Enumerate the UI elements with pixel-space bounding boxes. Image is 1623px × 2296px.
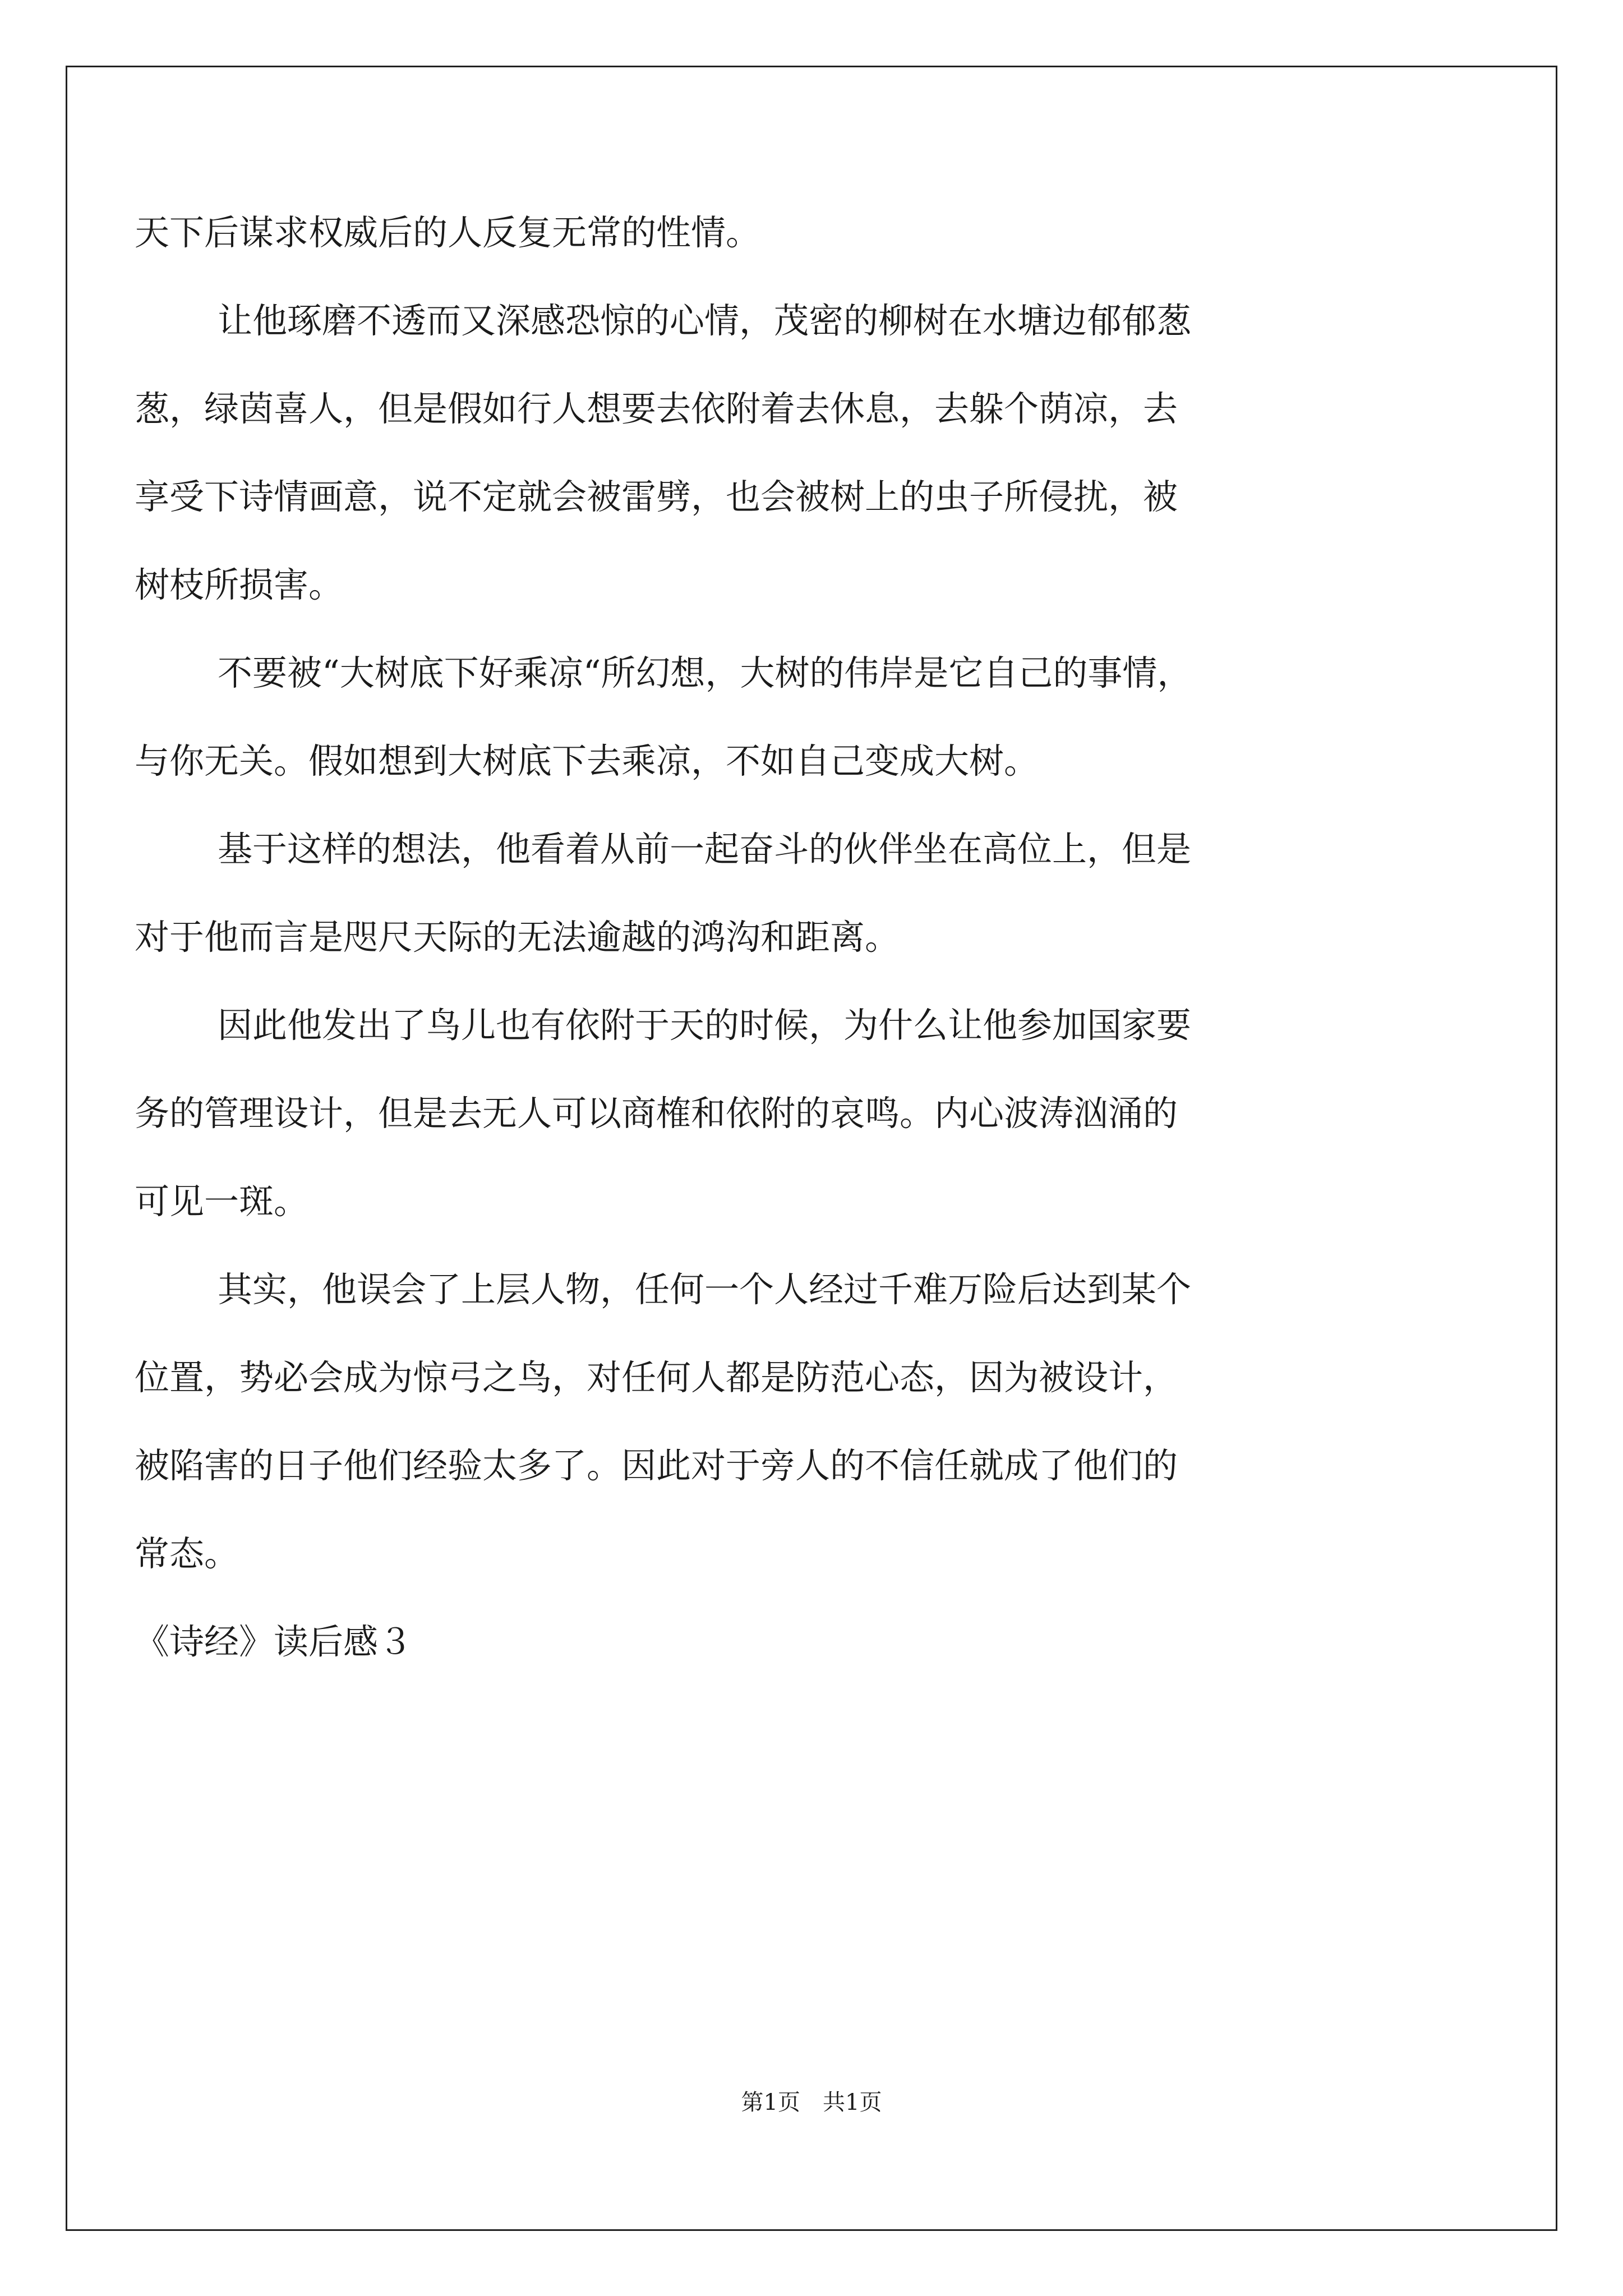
page-footer: 第1页 共1页	[741, 2090, 882, 2115]
text-line-10: 因此他发出了鸟儿也有依附于天的时候，为什么让他参加国家要	[218, 1005, 1192, 1046]
text-line-4: 享受下诗情画意，说不定就会被雷劈，也会被树上的虫子所侵扰，被	[135, 476, 1178, 517]
text-line-8: 基于这样的想法，他看着从前一起奋斗的伙伴坐在高位上，但是	[218, 829, 1192, 869]
text-line-9: 对于他而言是咫尺天际的无法逾越的鸿沟和距离。	[135, 917, 900, 958]
text-line-13: 其实，他误会了上层人物，任何一个人经过千难万险后达到某个	[218, 1269, 1192, 1310]
text-line-14: 位置，势必会成为惊弓之鸟，对任何人都是防范心态，因为被设计，	[135, 1357, 1178, 1398]
text-line-3: 葱，绿茵喜人，但是假如行人想要去依附着去休息，去躲个荫凉，去	[135, 388, 1178, 429]
text-line-12: 可见一斑。	[135, 1181, 309, 1222]
text-line-1: 天下后谋求权威后的人反复无常的性情。	[135, 212, 761, 253]
section-heading: 《诗经》读后感３	[135, 1621, 413, 1662]
text-line-15: 被陷害的日子他们经验太多了。因此对于旁人的不信任就成了他们的	[135, 1445, 1178, 1486]
text-line-6: 不要被“大树底下好乘凉“所幻想，大树的伟岸是它自己的事情，	[218, 652, 1192, 693]
text-line-7: 与你无关。假如想到大树底下去乘凉，不如自己变成大树。	[135, 740, 1039, 781]
text-line-16: 常态。	[135, 1533, 239, 1574]
text-line-2: 让他琢磨不透而又深感恐惊的心情，茂密的柳树在水塘边郁郁葱	[218, 300, 1192, 341]
text-line-11: 务的管理设计，但是去无人可以商榷和依附的哀鸣。内心波涛汹涌的	[135, 1093, 1178, 1134]
text-line-5: 树枝所损害。	[135, 564, 344, 605]
